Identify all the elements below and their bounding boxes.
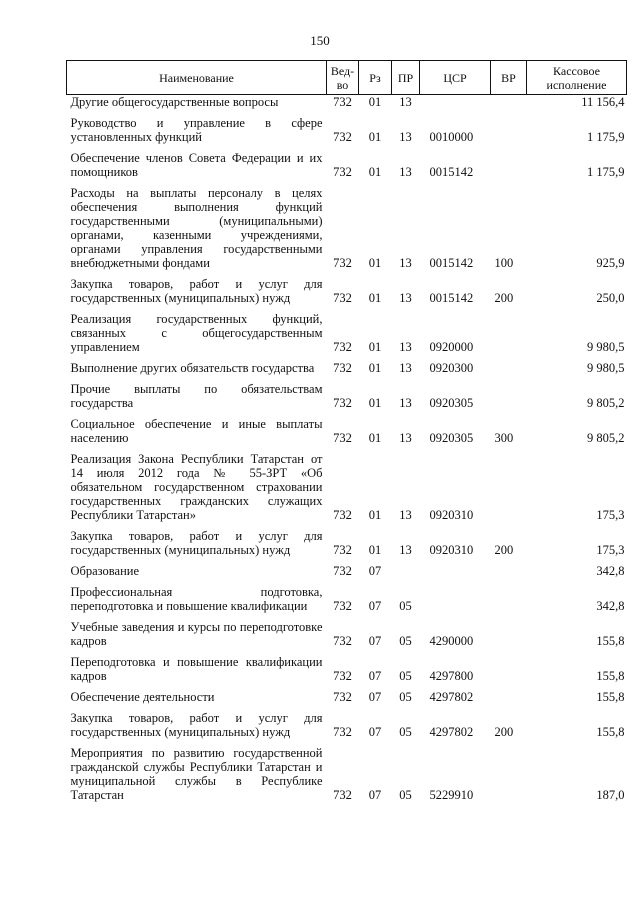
row-ved: 732 [333, 291, 352, 305]
row-csr: 0920310 [429, 543, 474, 557]
table-row [67, 144, 627, 179]
row-rz: 01 [368, 340, 382, 354]
row-vr [491, 109, 527, 144]
row-ved: 732 [333, 690, 352, 704]
header-vr: ВР [491, 61, 527, 95]
row-sum: 155,8 [596, 725, 625, 739]
row-sum: 9 980,5 [587, 340, 625, 354]
row-csr: 4297800 [429, 669, 474, 683]
row-csr: 0920310 [429, 508, 474, 522]
row-vr [491, 305, 527, 354]
row-rz: 07 [368, 564, 382, 578]
row-pr: 13 [399, 291, 412, 305]
table-row [67, 578, 627, 613]
row-rz: 07 [368, 690, 382, 704]
row-pr: 05 [399, 599, 412, 613]
row-rz: 01 [368, 95, 382, 109]
row-name: Руководство и управление в сфере установленных функций [70, 116, 323, 144]
table-row [67, 270, 627, 305]
row-sum: 250,0 [596, 291, 625, 305]
row-sum: 155,8 [596, 669, 625, 683]
row-ved: 732 [333, 788, 352, 802]
row-vr [491, 613, 527, 648]
row-name: Обеспечение членов Совета Федерации и их помощников [70, 151, 323, 179]
row-rz: 01 [368, 431, 382, 445]
header-name: Наименование [67, 61, 327, 95]
row-ved: 732 [333, 508, 352, 522]
row-rz: 01 [368, 361, 382, 375]
row-name: Расходы на выплаты персоналу в целях обеспечения выполнения функций государственными (муниципальными) органами, казенными учреждениями, органами управления государственными внебюджетными фондами [70, 186, 323, 270]
row-ved: 732 [333, 340, 352, 354]
table-row [67, 410, 627, 445]
row-name: Учебные заведения и курсы по переподготовке кадров [70, 620, 323, 648]
row-name: Закупка товаров, работ и услуг для государственных (муниципальных) нужд [70, 711, 323, 739]
row-pr: 13 [399, 340, 412, 354]
header-sum: Кассовое исполнение [527, 61, 627, 95]
row-vr [491, 375, 527, 410]
row-ved: 732 [333, 634, 352, 648]
row-rz: 07 [368, 725, 382, 739]
row-rz: 01 [368, 165, 382, 179]
row-ved: 732 [333, 396, 352, 410]
header-csr: ЦСР [420, 61, 491, 95]
row-name: Закупка товаров, работ и услуг для государственных (муниципальных) нужд [70, 529, 323, 557]
row-rz: 01 [368, 508, 382, 522]
row-vr: 200 [494, 725, 514, 739]
row-rz: 01 [368, 396, 382, 410]
row-vr [491, 739, 527, 802]
row-csr: 0010000 [429, 130, 474, 144]
row-name: Образование [70, 564, 140, 578]
row-vr [491, 445, 527, 522]
header-ved: Вед- во [327, 61, 359, 95]
table-row [67, 557, 627, 578]
table-row [67, 179, 627, 270]
row-pr: 13 [399, 130, 412, 144]
row-ved: 732 [333, 431, 352, 445]
row-sum: 175,3 [596, 508, 625, 522]
row-sum: 187,0 [596, 788, 625, 802]
row-sum: 9 805,2 [587, 396, 625, 410]
row-pr: 05 [399, 669, 412, 683]
budget-execution-table [66, 60, 627, 802]
row-csr: 0920305 [429, 396, 474, 410]
row-pr [392, 557, 420, 578]
row-pr: 13 [399, 508, 412, 522]
row-pr: 13 [399, 543, 412, 557]
row-vr [491, 144, 527, 179]
table-row [67, 109, 627, 144]
row-csr: 0920300 [429, 361, 474, 375]
row-pr: 13 [399, 256, 412, 270]
row-sum: 342,8 [596, 564, 625, 578]
row-rz: 07 [368, 634, 382, 648]
table-row [67, 648, 627, 683]
row-vr: 100 [494, 256, 514, 270]
row-name: Выполнение других обязательств государства [70, 361, 315, 375]
row-ved: 732 [333, 256, 352, 270]
row-sum: 175,3 [596, 543, 625, 557]
table-row [67, 739, 627, 802]
row-name: Социальное обеспечение и иные выплаты населению [70, 417, 323, 445]
row-ved: 732 [333, 725, 352, 739]
row-ved: 732 [333, 669, 352, 683]
table-row [67, 305, 627, 354]
row-csr: 0920305 [429, 431, 474, 445]
row-vr [491, 354, 527, 375]
row-sum: 1 175,9 [587, 165, 625, 179]
table-row [67, 522, 627, 557]
row-rz: 07 [368, 788, 382, 802]
row-ved: 732 [333, 361, 352, 375]
row-csr: 0015142 [429, 256, 474, 270]
row-sum: 9 980,5 [587, 361, 625, 375]
row-name: Профессиональная подготовка, переподготовка и повышение квалификации [70, 585, 323, 613]
row-name: Закупка товаров, работ и услуг для государственных (муниципальных) нужд [70, 277, 323, 305]
row-sum: 9 805,2 [587, 431, 625, 445]
row-csr: 0015142 [429, 165, 474, 179]
page-number: 150 [310, 33, 330, 48]
table-header-row [67, 61, 627, 95]
row-pr: 05 [399, 634, 412, 648]
row-pr: 05 [399, 725, 412, 739]
row-csr: 0920000 [429, 340, 474, 354]
row-csr [420, 95, 491, 110]
row-rz: 07 [368, 669, 382, 683]
row-name: Переподготовка и повышение квалификации кадров [70, 655, 323, 683]
row-pr: 05 [399, 690, 412, 704]
row-sum: 155,8 [596, 690, 625, 704]
row-pr: 13 [399, 431, 412, 445]
row-name: Реализация государственных функций, связанных с общегосударственным управлением [70, 312, 323, 354]
row-vr [491, 648, 527, 683]
row-sum: 11 156,4 [581, 95, 625, 109]
row-pr: 13 [399, 95, 412, 109]
row-pr: 13 [399, 361, 412, 375]
header-rz: Рз [359, 61, 392, 95]
row-csr: 4297802 [429, 690, 474, 704]
row-ved: 732 [333, 564, 352, 578]
row-ved: 732 [333, 165, 352, 179]
row-csr: 5229910 [429, 788, 474, 802]
row-name: Прочие выплаты по обязательствам государства [70, 382, 323, 410]
row-sum: 155,8 [596, 634, 625, 648]
row-sum: 1 175,9 [587, 130, 625, 144]
table-body [67, 95, 627, 803]
table-row [67, 445, 627, 522]
row-sum: 342,8 [596, 599, 625, 613]
row-ved: 732 [333, 599, 352, 613]
row-csr [420, 578, 491, 613]
header-pr: ПР [392, 61, 420, 95]
row-ved: 732 [333, 130, 352, 144]
row-rz: 01 [368, 256, 382, 270]
table-row [67, 683, 627, 704]
row-name: Другие общегосударственные вопросы [70, 95, 279, 109]
table-row [67, 354, 627, 375]
row-sum: 925,9 [596, 256, 625, 270]
row-rz: 01 [368, 130, 382, 144]
row-ved: 732 [333, 543, 352, 557]
row-pr: 13 [399, 165, 412, 179]
row-rz: 01 [368, 291, 382, 305]
row-pr: 13 [399, 396, 412, 410]
row-csr: 4290000 [429, 634, 474, 648]
row-csr: 0015142 [429, 291, 474, 305]
row-pr: 05 [399, 788, 412, 802]
row-vr: 200 [494, 291, 514, 305]
table-row [67, 95, 627, 110]
row-vr [491, 557, 527, 578]
table-row [67, 613, 627, 648]
row-name: Обеспечение деятельности [70, 690, 215, 704]
row-vr [491, 683, 527, 704]
row-rz: 01 [368, 543, 382, 557]
row-vr: 300 [494, 431, 514, 445]
row-name: Реализация Закона Республики Татарстан от 14 июля 2012 года № 55-ЗРТ «Об обязательном государственном страховании государственных гражданских служащих Республики Татарстан» [70, 452, 323, 522]
row-csr [420, 557, 491, 578]
row-csr: 4297802 [429, 725, 474, 739]
row-rz: 07 [368, 599, 382, 613]
row-name: Мероприятия по развитию государственной гражданской службы Республики Татарстан и муниципальной службы в Республике Татарстан [70, 746, 323, 802]
row-vr [491, 578, 527, 613]
row-ved: 732 [333, 95, 352, 109]
table-row [67, 375, 627, 410]
row-vr: 200 [494, 543, 514, 557]
table-row [67, 704, 627, 739]
row-vr [491, 95, 527, 110]
